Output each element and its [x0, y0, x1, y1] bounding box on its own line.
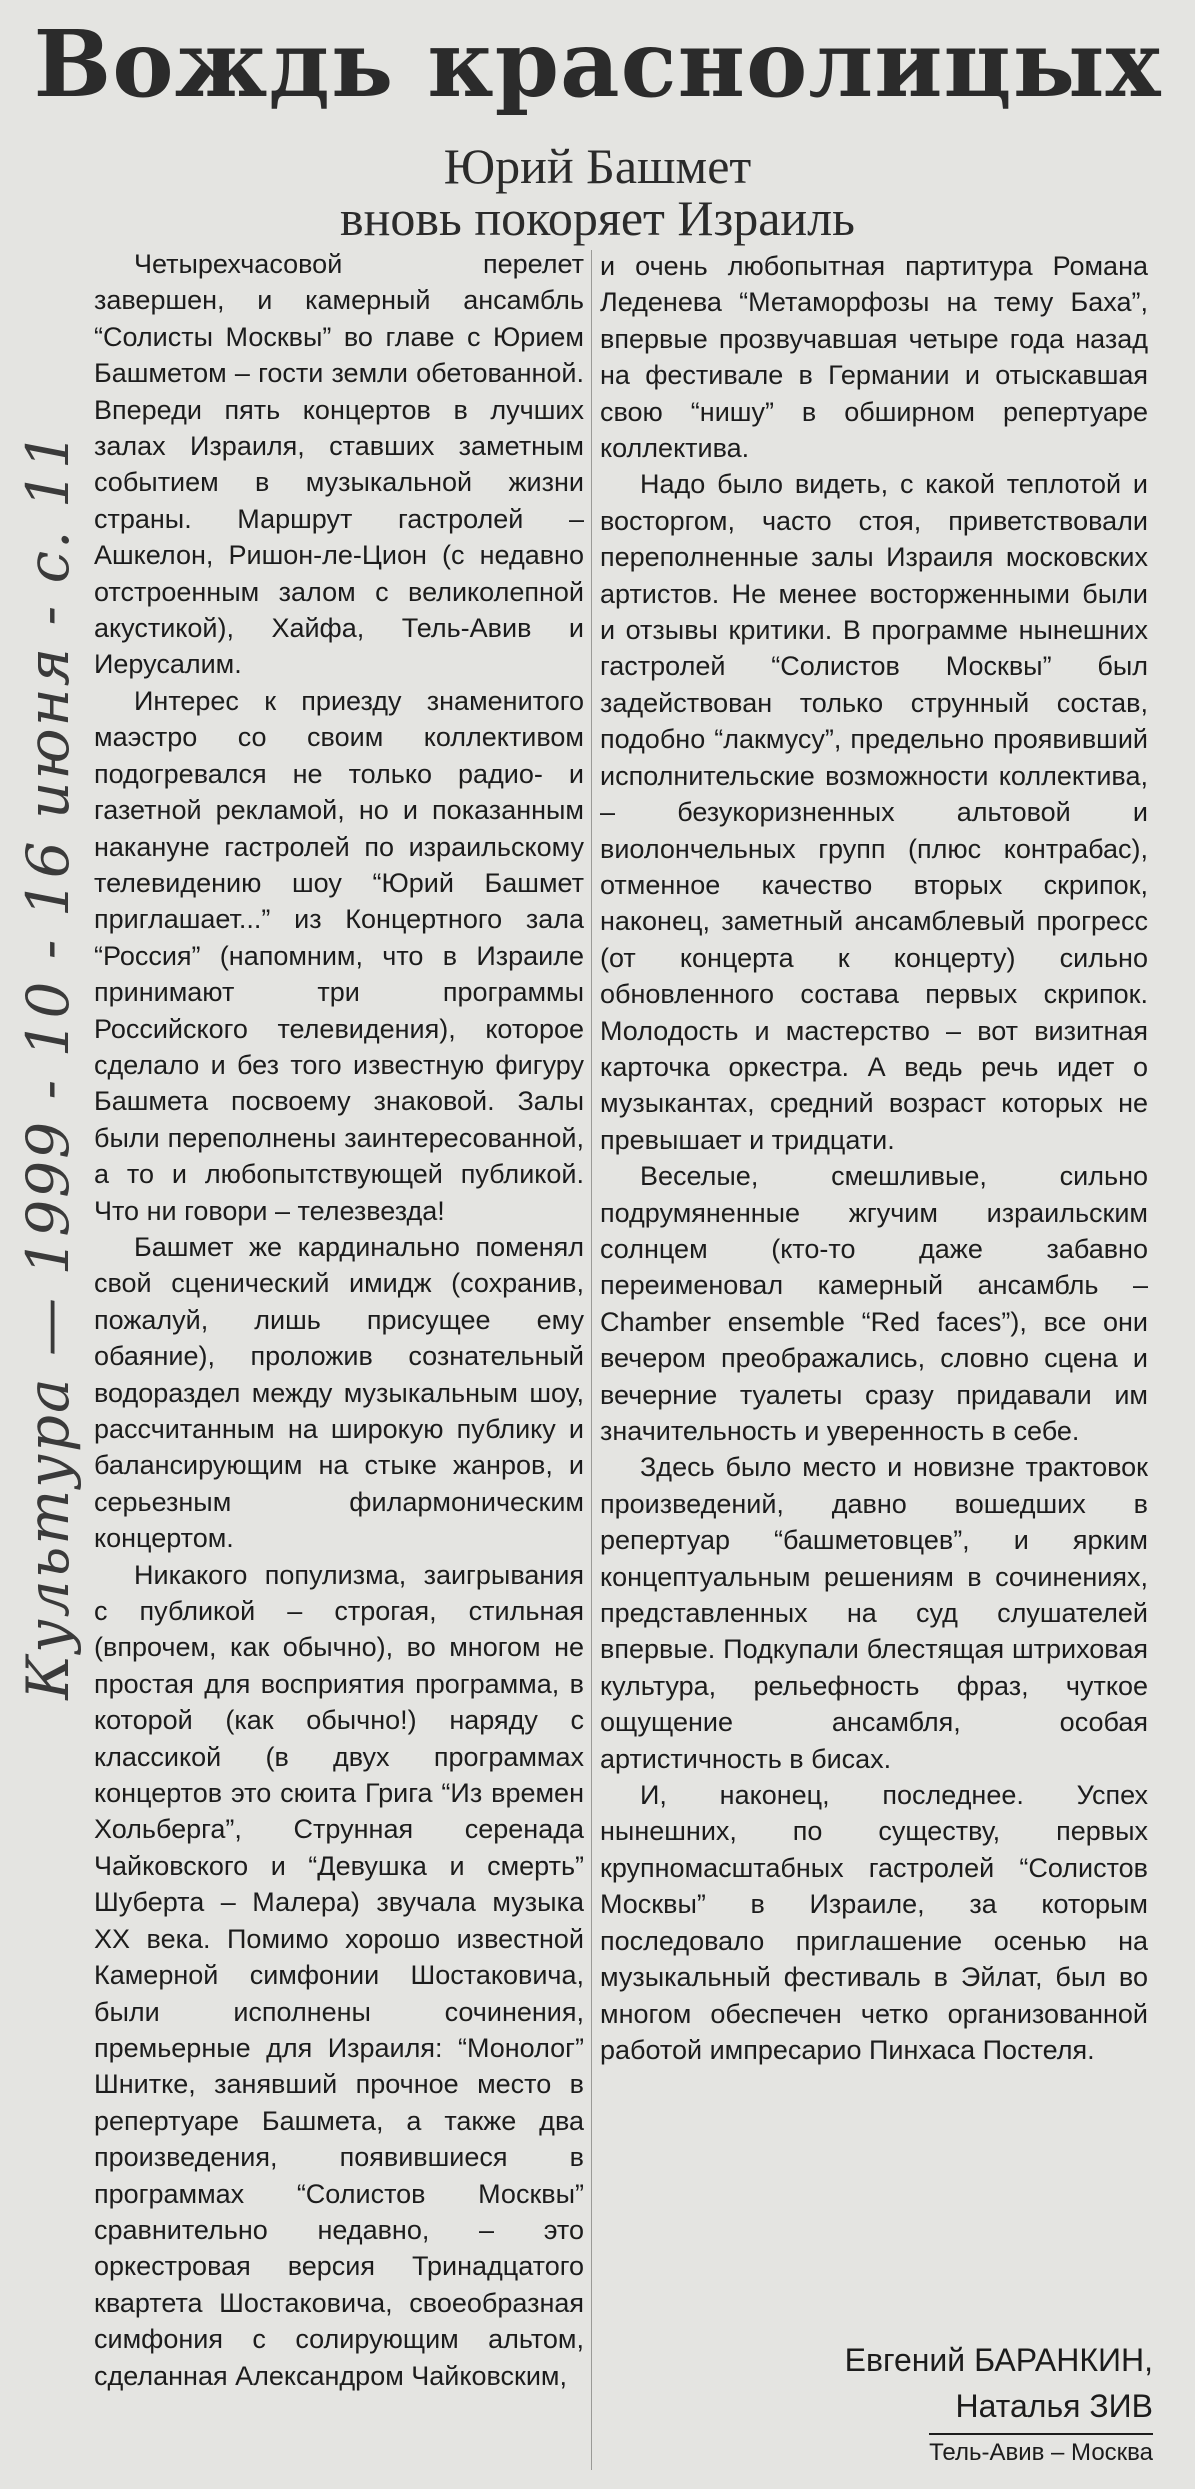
article-paragraph: И, наконец, последнее. Успех нынешних, по существу, первых крупномасштабных гастролей “Солистов Москвы” в Израиле, за которым последовало приглашение осенью на музыкальный фестиваль в Эйлат, был во многом обеспечен четко организованной работой импресарио Пинхаса Постеля.	[600, 1780, 1148, 2065]
subheadline-name: Юрий Башмет	[443, 138, 752, 194]
article-paragraph: Надо было видеть, с какой теплотой и восторгом, часто стоя, приветствовали переполненные залы Израиля московских артистов. Не менее восторженными были и отзывы критики. В программе нынешних гастролей “Солистов Москвы” был задействован только струнный состав, подобно “лакмусу”, предельно проявивший исполнительские возможности коллектива, – безукоризненных альтовой и виолончельных групп (плюс контрабас), отменное качество вторых скрипок, наконец, заметный ансамблевый прогресс (от концерта к концерту) сильно обновленного состава первых скрипок. Молодость и мастерство – вот визитная карточка оркестра. А ведь речь идет о музыкантах, средний возраст которых не превышает и тридцати.	[600, 469, 1148, 1155]
author-byline: Наталья ЗИВ	[955, 2388, 1153, 2424]
handwritten-margin-note: Культура — 1999 - 10 - 16 июня - с. 11	[14, 430, 82, 1700]
author-byline: Евгений БАРАНКИН,	[844, 2342, 1153, 2378]
headline: Вождь краснолицых	[33, 10, 1162, 118]
article-paragraph: Башмет же кардинально поменял свой сценический имидж (сохранив, пожалуй, лишь присущее ему обаяние), проложив сознательный водораздел между музыкальным шоу, рассчитанным на широкую публику и балансирующим на стыке жанров, и серьезным филармоническим концертом.	[94, 1231, 584, 1554]
column-divider	[591, 250, 592, 2470]
article-paragraph: Здесь было место и новизне трактовок произведений, давно вошедших в репертуар “башметовцев”, и ярким концептуальным решениям в сочинениях, представленных на суд слушателей впервые. Подкупали блестящая штриховая культура, рельефность фраз, чуткое ощущение ансамбля, особая артистичность в бисах.	[600, 1452, 1148, 1774]
article-paragraph: и очень любопытная партитура Романа Леденева “Метаморфозы на тему Баха”, впервые прозвучавшая четыре года назад на фестивале в Германии и отыскавшая свою “нишу” в обширном репертуаре коллектива.	[600, 251, 1148, 464]
article-paragraph: Веселые, смешливые, сильно подрумяненные жгучим израильским солнцем (кто-то даже забавно переименовал камерный ансамбль – Chamber ensemble “Red faces”), все они вечером преображались, словно сцена и вечерние туалеты сразу придавали им значительность и уверенность в себе.	[600, 1161, 1148, 1446]
article-column-right	[600, 248, 1148, 2068]
article-column-left	[94, 246, 584, 2394]
dateline-location: Тель-Авив – Москва	[929, 2433, 1153, 2469]
article-paragraph: Интерес к приезду знаменитого маэстро со своим коллективом подогревался не только радио- и газетной рекламой, но и показанным накануне гастролей по израильскому телевидению шоу “Юрий Башмет приглашает...” из Концертного зала “Россия” (напомним, что в Израиле принимают три программы Российского телевидения), которое сделало и без того известную фигуру Башмета посвоему знаковой. Залы были переполнены заинтересованной, а то и любопытствующей публикой. Что ни говори – телезвезда!	[94, 685, 584, 1226]
subheadline-tagline: вновь покоряет Израиль	[340, 190, 855, 246]
article-paragraph: Четырехчасовой перелет завершен, и камерный ансамбль “Солисты Москвы” во главе с Юрием Башметом – гости земли обетованной. Впереди пять концертов в лучших залах Израиля, ставших заметным событием в музыкальной жизни страны. Маршрут гастролей – Ашкелон, Ришон-ле-Цион (с недавно отстроенным залом с великолепной акустикой), Хайфа, Тель-Авив и Иерусалим.	[94, 249, 584, 680]
article-paragraph: Никакого популизма, заигрывания с публикой – строгая, стильная (впрочем, как обычно), во многом не простая для восприятия программа, в которой (как обычно!) наряду с классикой (в двух программах концертов это сюита Грига “Из времен Хольберга”, Струнная серенада Чайковского и “Девушка и смерть” Шуберта – Малера) звучала музыка XX века. Помимо хорошо известной Камерной симфонии Шостаковича, были исполнены сочинения, премьерные для Израиля: “Монолог” Шнитке, занявший прочное место в репертуаре Башмета, а также два произведения, появившиеся в программах “Солистов Москвы” сравнительно недавно, – это оркестровая версия Тринадцатого квартета Шостаковича, своеобразная симфония с солирующим альтом, сделанная Александром Чайковским,	[94, 1559, 584, 2391]
